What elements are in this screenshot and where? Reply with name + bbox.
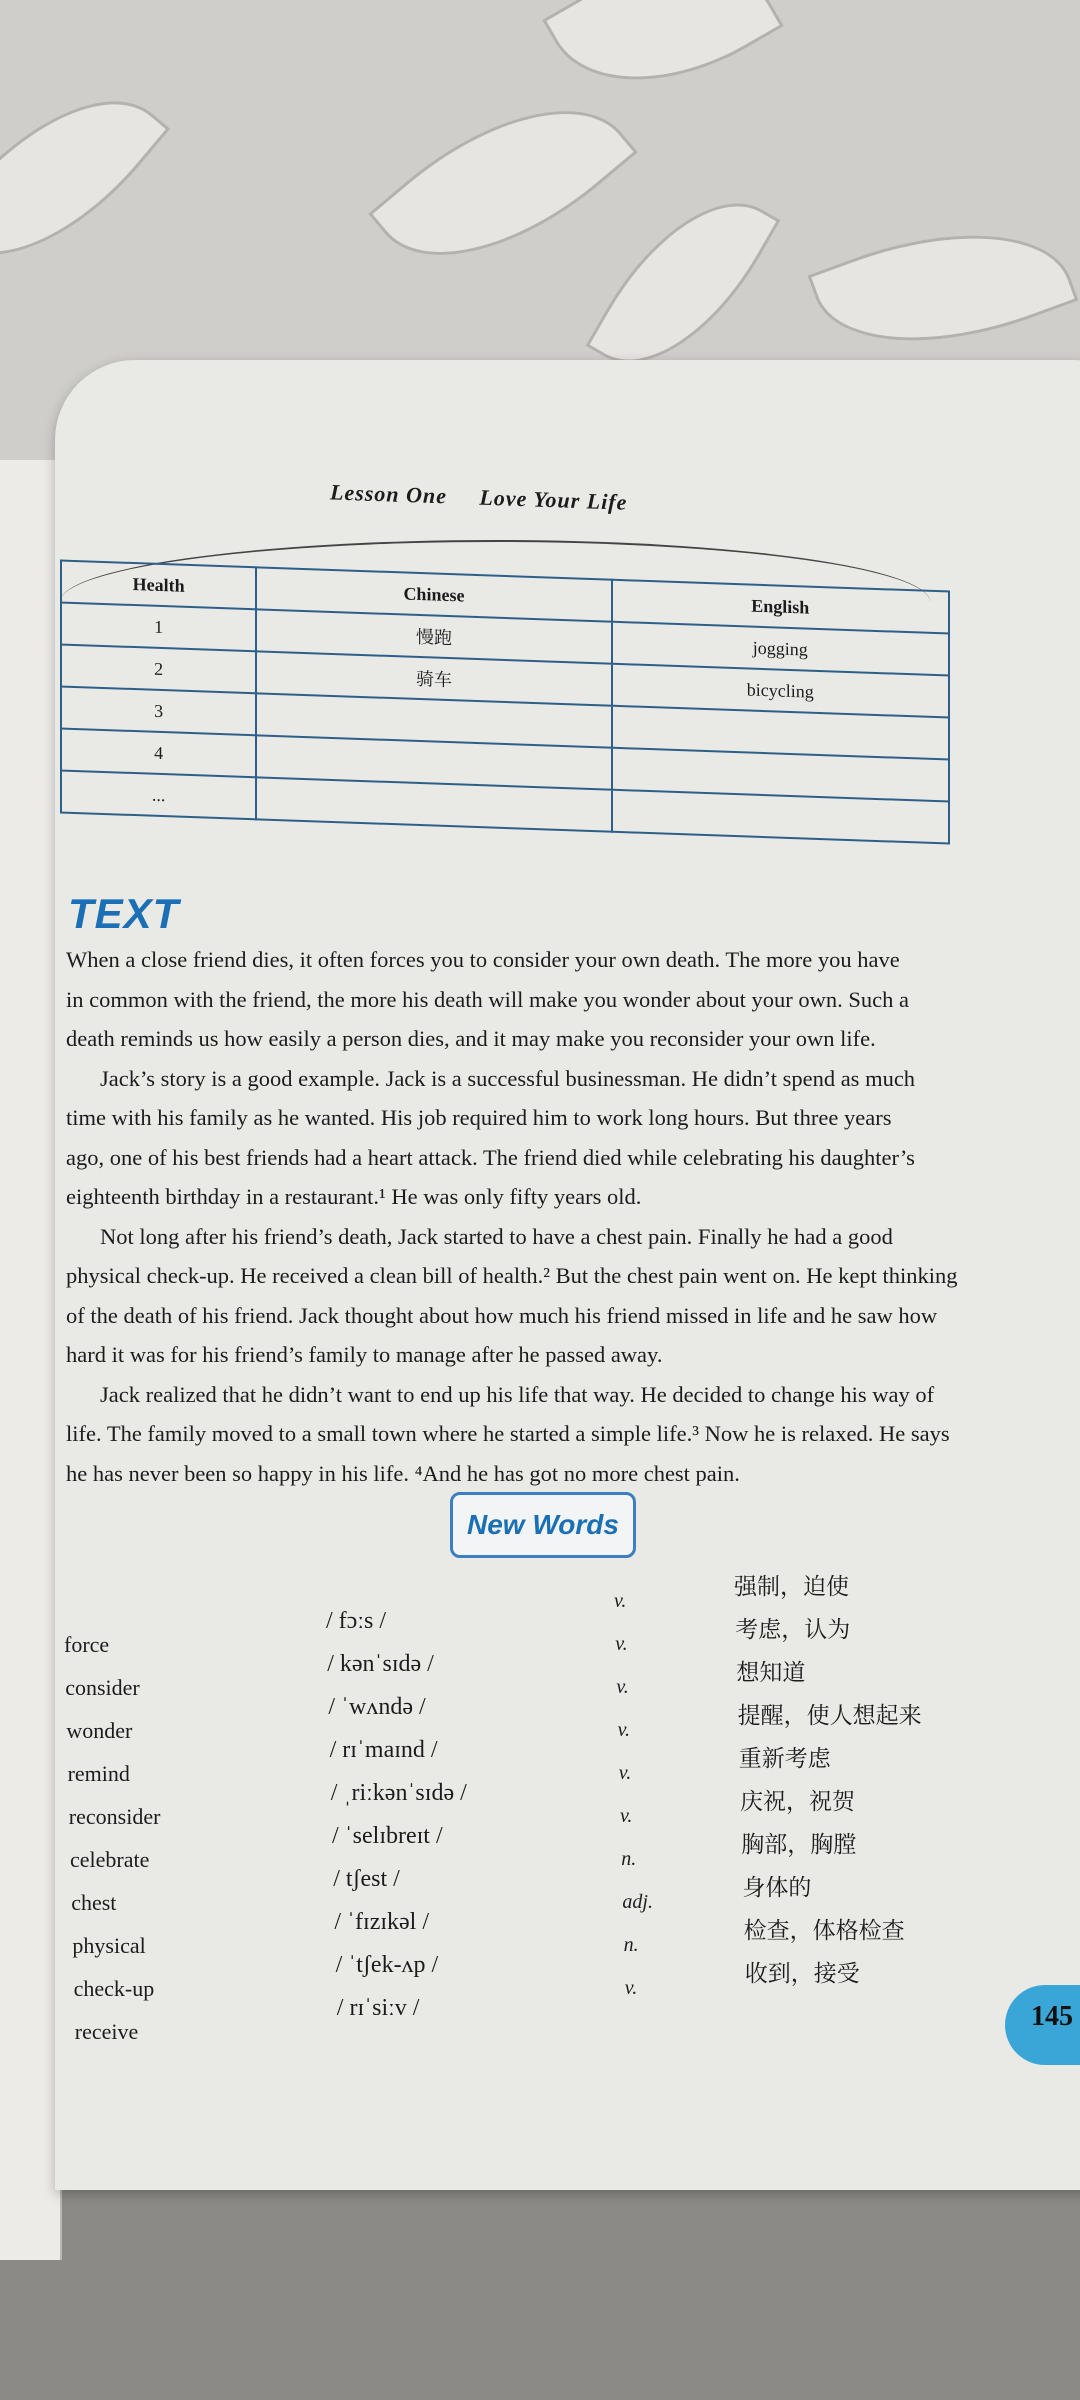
- vocab-word: force: [64, 1632, 110, 1657]
- table-header: Chinese: [256, 567, 611, 621]
- text-line: When a close friend dies, it often forces you to consider your own death. The more you have: [66, 947, 900, 972]
- table-header: English: [612, 580, 949, 634]
- text-line: Jack’s story is a good example. Jack is a successful businessman. He didn’t spend as much: [100, 1065, 916, 1091]
- vocab-phonetic: / ˈselɪbreɪt /: [332, 1823, 443, 1849]
- page-number: 145: [1005, 1985, 1080, 2065]
- vocab-phonetic: / ˈfɪzɪkəl /: [334, 1909, 430, 1935]
- table-cell: ...: [61, 770, 256, 819]
- table-header: Health: [61, 560, 256, 609]
- new-words-heading: New Words: [450, 1492, 636, 1558]
- text-line: ago, one of his best friends had a heart attack. The friend died while celebrating his daughter’s: [66, 1144, 915, 1170]
- vocab-meaning: 收到，接受: [744, 1961, 860, 1987]
- vocab-phonetic: / rɪˈsiːv /: [336, 1995, 420, 2021]
- vocab-phonetic: / fɔːs /: [326, 1608, 386, 1634]
- vocab-word: physical: [72, 1933, 146, 1958]
- vocab-part-of-speech: adj.: [622, 1891, 653, 1913]
- table-cell: jogging: [612, 622, 949, 676]
- vocab-phonetic: / rɪˈmaɪnd /: [329, 1737, 438, 1763]
- vocab-part-of-speech: v.: [618, 1762, 632, 1784]
- lesson-title: Love Your Life: [479, 484, 628, 515]
- vocab-phonetic: / ˈtʃek-ʌp /: [335, 1952, 439, 1978]
- vocab-part-of-speech: v.: [616, 1676, 629, 1698]
- vocab-part-of-speech: v.: [624, 1977, 638, 1999]
- vocab-part-of-speech: v.: [615, 1633, 628, 1655]
- text-line: he has never been so happy in his life. ⁴And he has got no more chest pain.: [66, 1460, 740, 1486]
- text-line: death reminds us how easily a person dies, and it may make you reconsider your own life.: [66, 1026, 876, 1051]
- text-line: Jack realized that he didn’t want to end up his life that way. He decided to change his way of: [100, 1381, 935, 1407]
- text-line: life. The family moved to a small town where he started a simple life.³ Now he is relaxed. He says: [66, 1421, 950, 1446]
- lesson-label: Lesson One: [329, 479, 448, 509]
- left-page-edge: [0, 460, 62, 2260]
- table-cell: 4: [61, 728, 256, 777]
- vocab-word: check-up: [73, 1976, 155, 2001]
- vocabulary-item: [64, 1574, 1044, 1663]
- vocab-word: remind: [67, 1761, 130, 1786]
- table-cell: 骑车: [256, 651, 611, 705]
- vocab-part-of-speech: v.: [614, 1590, 627, 1612]
- vocab-meaning: 强制，迫使: [734, 1574, 849, 1600]
- vocab-word: wonder: [66, 1718, 133, 1743]
- vocab-part-of-speech: v.: [620, 1805, 633, 1827]
- vocab-phonetic: / kənˈsɪdə /: [327, 1651, 434, 1677]
- vocab-word: consider: [65, 1675, 140, 1700]
- text-line: of the death of his friend. Jack thought about how much his friend missed in life and he saw how: [66, 1302, 938, 1328]
- vocab-meaning: 考虑，认为: [735, 1617, 851, 1643]
- vocab-word: reconsider: [68, 1804, 161, 1829]
- vocab-part-of-speech: n.: [621, 1848, 637, 1870]
- text-line: eighteenth birthday in a restaurant.¹ He was only fifty years old.: [66, 1184, 642, 1209]
- vocab-meaning: 身体的: [742, 1875, 812, 1901]
- text-line: Not long after his friend’s death, Jack started to have a chest pain. Finally he had a good: [100, 1223, 893, 1249]
- vocab-meaning: 重新考虑: [738, 1746, 831, 1772]
- vocab-phonetic: / ˌriːkənˈsɪdə /: [330, 1780, 467, 1806]
- text-heading: TEXT: [68, 890, 180, 937]
- vocab-word: receive: [74, 2019, 139, 2044]
- table-cell: 慢跑: [256, 609, 611, 663]
- vocab-word: celebrate: [70, 1847, 150, 1872]
- table-cell: bicycling: [612, 664, 949, 718]
- table-cell: 2: [61, 644, 256, 693]
- table-cell: 3: [61, 686, 256, 735]
- vocab-meaning: 提醒，使人想起来: [737, 1703, 922, 1729]
- text-line: in common with the friend, the more his death will make you wonder about your own. Such a: [66, 986, 909, 1012]
- vocab-meaning: 庆祝，祝贺: [740, 1789, 855, 1815]
- vocab-word: chest: [71, 1890, 117, 1915]
- vocab-phonetic: / tʃest /: [333, 1866, 400, 1892]
- table-cell: 1: [61, 602, 256, 651]
- reading-passage: [66, 940, 1046, 1493]
- vocab-meaning: 想知道: [736, 1660, 806, 1686]
- vocabulary-list: [64, 1574, 1044, 2050]
- vocab-meaning: 胸部，胸膛: [741, 1832, 857, 1858]
- health-table: [60, 559, 950, 844]
- text-line: hard it was for his friend’s family to manage after he passed away.: [66, 1342, 663, 1367]
- vocab-part-of-speech: v.: [617, 1719, 630, 1741]
- text-line: time with his family as he wanted. His job required him to work long hours. But three years: [66, 1105, 892, 1130]
- vocab-part-of-speech: n.: [623, 1934, 639, 1956]
- text-line: physical check-up. He received a clean bill of health.² But the chest pain went on. He kept thinking: [66, 1263, 958, 1288]
- vocab-meaning: 检查，体格检查: [743, 1918, 905, 1944]
- vocab-phonetic: / ˈwʌndə /: [328, 1694, 426, 1720]
